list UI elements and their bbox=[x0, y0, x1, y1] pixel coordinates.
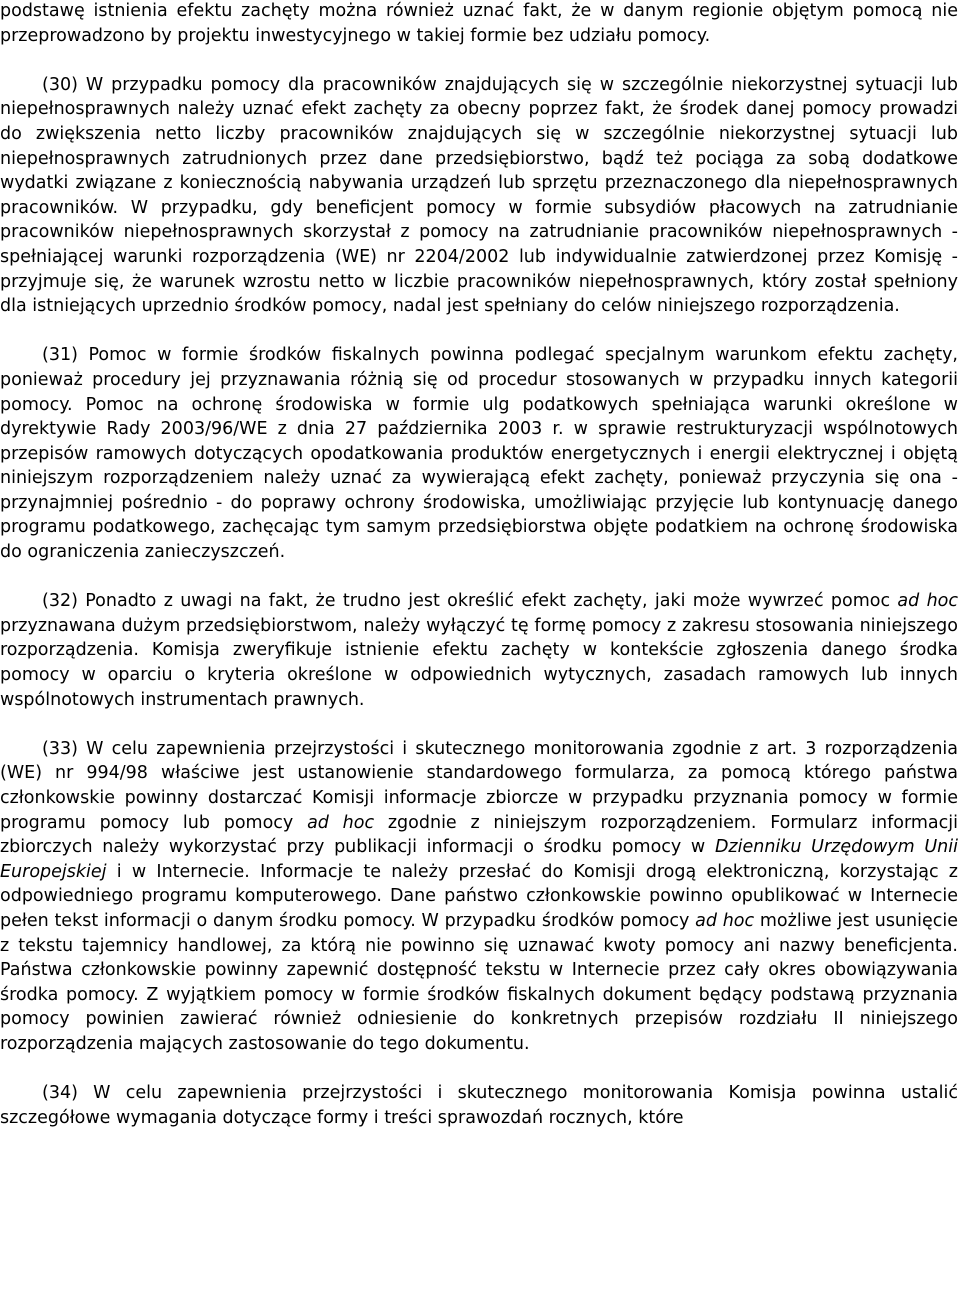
italic-text-run: ad hoc bbox=[307, 812, 375, 833]
paragraph-30 bbox=[0, 73, 958, 319]
italic-text-run: Dzienniku Urzędowym Unii Europejskiej bbox=[0, 837, 958, 882]
text-run: zgodnie z niniejszym rozporządzeniem. Formularz informacji zbiorczych należy wykorzystać przy publikacji informacji o środku pomocy w bbox=[0, 812, 958, 858]
text-run: (32) Ponadto z uwagi na fakt, że trudno jest określić efekt zachęty, jaki może wywrzeć pomoc bbox=[42, 591, 898, 612]
text-run: i w Internecie. Informacje te należy przesłać do Komisji drogą elektroniczną, korzystając z odpowiedniego programu komputerowego. Dane państwo członkowskie powinno opublikować w Internecie pełen tekst informacji o danym środku pomocy. W przypadku środków pomocy bbox=[0, 861, 958, 931]
text-run: podstawę istnienia efektu zachęty można również uznać fakt, że w danym regionie objętym pomocą nie przeprowadzono by projektu inwestycyjnego w takiej formie bez udziału pomocy. bbox=[0, 1, 958, 46]
text-run: możliwe jest usunięcie z tekstu tajemnicy handlowej, za którą nie powinno się uznawać kwoty pomocy ani nazwy beneficjenta. Państwa członkowskie powinny zapewnić dostępność tekstu w Internecie przez cały okres obowiązywania środka pomocy. Z wyjątkiem pomocy w formie środków fiskalnych dokument będący podstawą przyznania pomocy powinien zawierać również odniesienie do konkretnych przepisów rozdziału II niniejszego rozporządzenia mających zastosowanie do tego dokumentu. bbox=[0, 910, 958, 1054]
paragraph-31 bbox=[0, 343, 958, 564]
text-run: (30) W przypadku pomocy dla pracowników znajdujących się w szczególnie niekorzystnej sytuacji lub niepełnosprawnych należy uznać efekt zachęty za obecny poprzez fakt, że środek danej pomocy prowadzi do zwiększenia netto liczby pracowników znajdujących się w szczególnie niekorzystnej sytuacji lub niepełnosprawnych zatrudnionych przez dane przedsiębiorstwo, bądź też pociąga za sobą dodatkowe wydatki związane z koniecznością nabywania urządzeń lub sprzętu przeznaczonego dla niepełnosprawnych pracowników. W przypadku, gdy beneficjent pomocy w formie subsydiów płacowych na zatrudnianie pracowników niepełnosprawnych skorzystał z pomocy na zatrudnianie pracowników niepełnosprawnych - spełniającej warunki rozporządzenia (WE) nr 2204/2002 lub indywidualnie zatwierdzonej przez Komisję - przyjmuje się, że warunek wzrostu netto w liczbie pracowników niepełnosprawnych, który został spełniony dla istniejących uprzednio środków pomocy, nadal jest spełniany do celów niniejszego rozporządzenia. bbox=[0, 74, 958, 317]
paragraph-34 bbox=[0, 1081, 958, 1130]
italic-text-run: ad hoc bbox=[695, 910, 755, 931]
text-run: (33) W celu zapewnienia przejrzystości i skutecznego monitorowania zgodnie z art. 3 rozporządzenia (WE) nr 994/98 właściwe jest ustanowienie standardowego formularza, za pomocą którego państwa członkowskie powinny dostarczać Komisji informacje zbiorcze w przypadku przyznania pomocy w formie programu pomocy lub pomocy bbox=[0, 738, 958, 833]
text-run: przyznawana dużym przedsiębiorstwom, należy wyłączyć tę formę pomocy z zakresu stosowania niniejszego rozporządzenia. Komisja zweryfikuje istnienie efektu zachęty w kontekście zgłoszenia danego środka pomocy w oparciu o kryteria określone w odpowiednich wytycznych, zasadach ramowych lub innych wspólnotowych instrumentach prawnych. bbox=[0, 615, 958, 710]
text-run: (34) W celu zapewnienia przejrzystości i skutecznego monitorowania Komisja powinna ustalić szczegółowe wymagania dotyczące formy i treści sprawozdań rocznych, które bbox=[0, 1083, 958, 1128]
text-run: (31) Pomoc w formie środków fiskalnych powinna podlegać specjalnym warunkom efektu zachęty, ponieważ procedury jej przyznawania różnią się od procedur stosowanych w przypadku innych kategorii pomocy. Pomoc na ochronę środowiska w formie ulg podatkowych spełniająca warunki określone w dyrektywie Rady 2003/96/WE z dnia 27 października 2003 r. w sprawie restrukturyzacji wspólnotowych przepisów ramowych dotyczących opodatkowania produktów energetycznych i energii elektrycznej i objętą niniejszym rozporządzeniem należy uznać za wywierającą efekt zachęty, ponieważ przyczynia się ona - przynajmniej pośrednio - do poprawy ochrony środowiska, umożliwiając przyjęcie lub kontynuację danego programu podatkowego, zachęcając tym samym przedsiębiorstwa objęte podatkiem na ochronę środowiska do ograniczenia zanieczyszczeń. bbox=[0, 345, 958, 563]
paragraph-32 bbox=[0, 589, 958, 712]
paragraph-continuation bbox=[0, 0, 958, 48]
paragraph-33 bbox=[0, 737, 958, 1057]
italic-text-run: ad hoc bbox=[897, 591, 958, 612]
